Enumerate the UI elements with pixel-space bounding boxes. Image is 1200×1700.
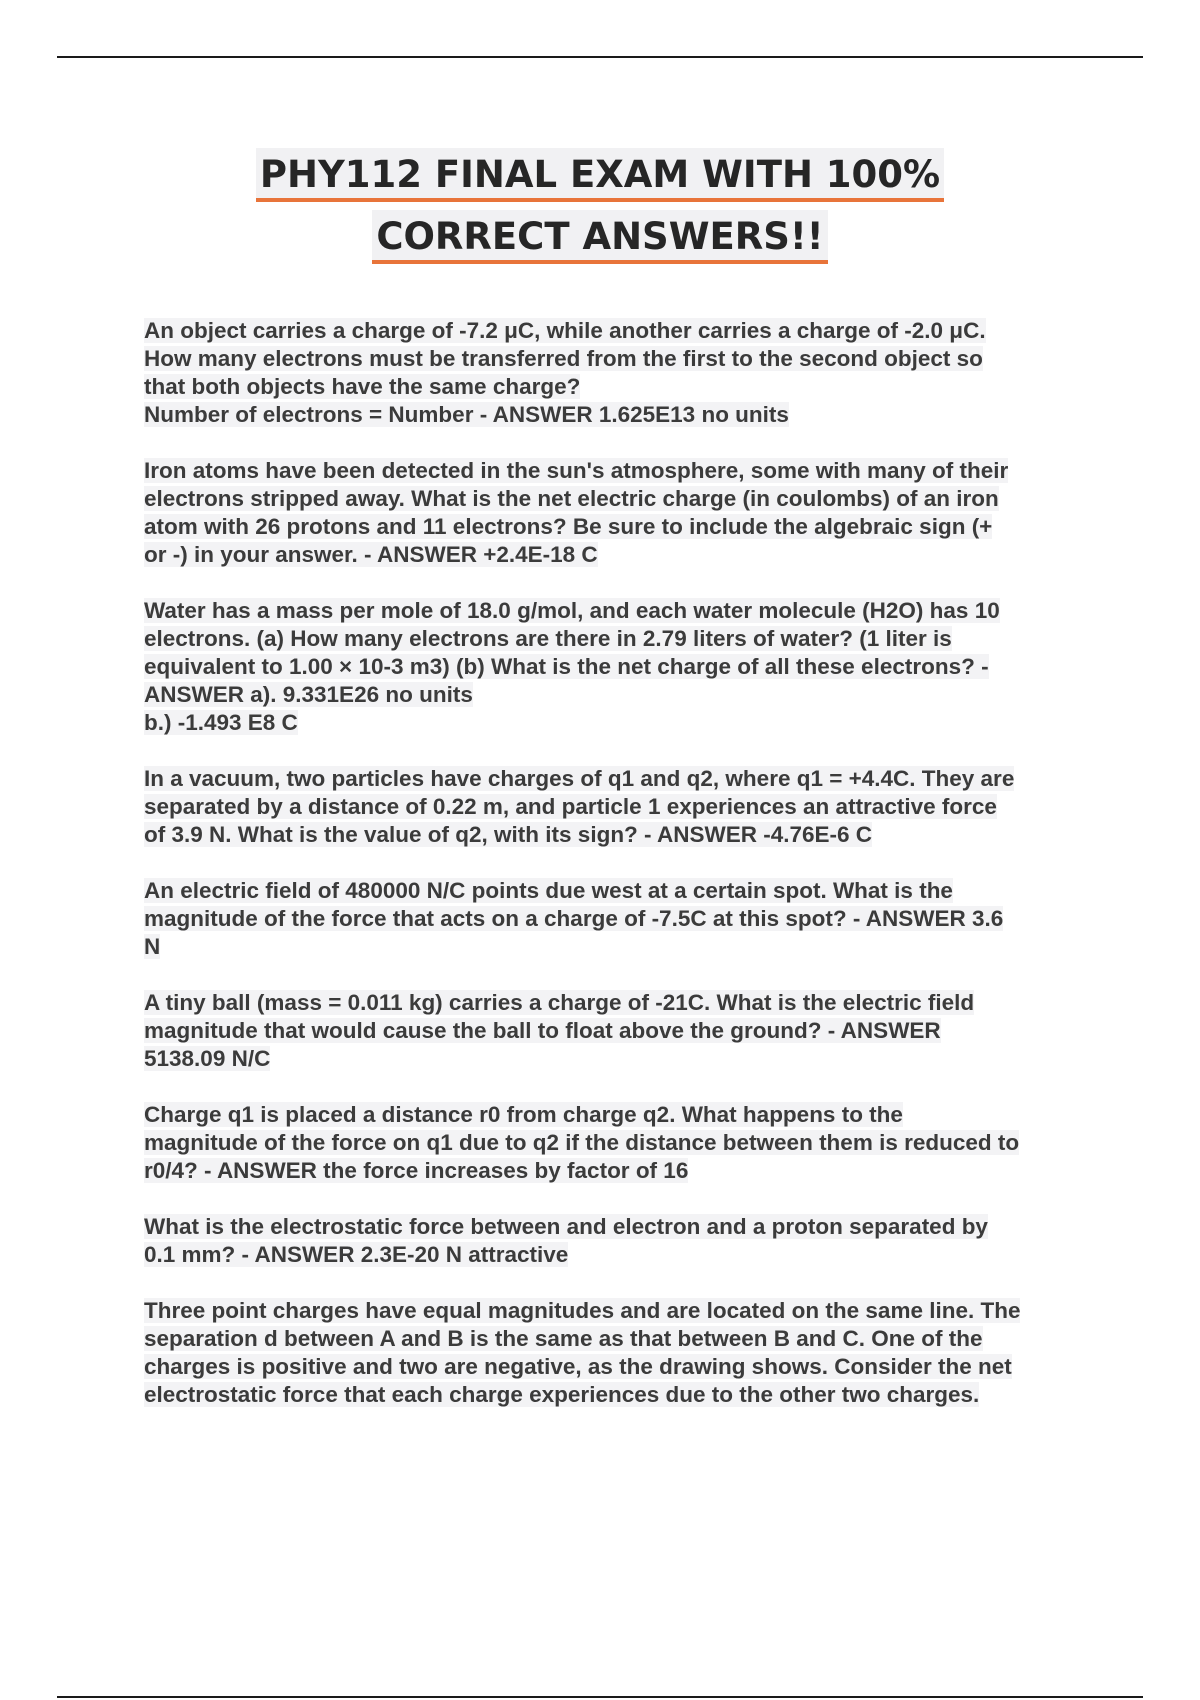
qa-item xyxy=(144,1213,1104,1269)
qa-text-line: An electric field of 480000 N/C points due west at a certain spot. What is the xyxy=(144,878,953,903)
header-rule xyxy=(57,56,1143,58)
qa-text-line: Charge q1 is placed a distance r0 from charge q2. What happens to the xyxy=(144,1102,903,1127)
qa-item xyxy=(144,1297,1104,1409)
qa-text-line: or -) in your answer. - ANSWER +2.4E-18 C xyxy=(144,542,598,567)
qa-text-line: separated by a distance of 0.22 m, and particle 1 experiences an attractive force xyxy=(144,794,997,819)
qa-text-line: magnitude that would cause the ball to float above the ground? - ANSWER xyxy=(144,1018,941,1043)
qa-text-line: magnitude of the force that acts on a charge of -7.5C at this spot? - ANSWER 3.6 xyxy=(144,906,1004,931)
qa-item xyxy=(144,765,1104,849)
qa-text-line: How many electrons must be transferred from the first to the second object so xyxy=(144,346,983,371)
qa-text-line: ANSWER a). 9.331E26 no units xyxy=(144,682,473,707)
qa-text-line: magnitude of the force on q1 due to q2 if the distance between them is reduced to xyxy=(144,1130,1020,1155)
title-line: PHY112 FINAL EXAM WITH 100% xyxy=(0,148,1200,210)
qa-text-line: b.) -1.493 E8 C xyxy=(144,710,298,735)
qa-text-line: charges is positive and two are negative, as the drawing shows. Consider the net xyxy=(144,1354,1012,1379)
qa-item xyxy=(144,1101,1104,1185)
qa-text-line: r0/4? - ANSWER the force increases by factor of 16 xyxy=(144,1158,689,1183)
qa-text-line: of 3.9 N. What is the value of q2, with its sign? - ANSWER -4.76E-6 C xyxy=(144,822,873,847)
qa-text-line: N xyxy=(144,934,161,959)
qa-text-line: 5138.09 N/C xyxy=(144,1046,271,1071)
qa-item xyxy=(144,877,1104,961)
qa-text-line: An object carries a charge of -7.2 μC, while another carries a charge of -2.0 μC. xyxy=(144,318,986,343)
qa-text-line: Number of electrons = Number - ANSWER 1.625E13 no units xyxy=(144,402,789,427)
qa-text-line: 0.1 mm? - ANSWER 2.3E-20 N attractive xyxy=(144,1242,569,1267)
qa-text-line: Iron atoms have been detected in the sun's atmosphere, some with many of their xyxy=(144,458,1009,483)
qa-text-line: that both objects have the same charge? xyxy=(144,374,581,399)
qa-item xyxy=(144,989,1104,1073)
question-answer-list xyxy=(144,317,1104,1437)
qa-text-line: electrons stripped away. What is the net electric charge (in coulombs) of an iron xyxy=(144,486,999,511)
title-line: CORRECT ANSWERS!! xyxy=(0,210,1200,272)
qa-text-line: separation d between A and B is the same as that between B and C. One of the xyxy=(144,1326,983,1351)
qa-text-line: electrostatic force that each charge experiences due to the other two charges. xyxy=(144,1382,980,1407)
qa-item xyxy=(144,457,1104,569)
document-title xyxy=(0,148,1200,272)
qa-text-line: A tiny ball (mass = 0.011 kg) carries a charge of -21C. What is the electric field xyxy=(144,990,975,1015)
qa-text-line: What is the electrostatic force between and electron and a proton separated by xyxy=(144,1214,988,1239)
qa-item xyxy=(144,597,1104,737)
qa-text-line: electrons. (a) How many electrons are there in 2.79 liters of water? (1 liter is xyxy=(144,626,952,651)
qa-text-line: In a vacuum, two particles have charges of q1 and q2, where q1 = +4.4C. They are xyxy=(144,766,1015,791)
qa-text-line: atom with 26 protons and 11 electrons? Be sure to include the algebraic sign (+ xyxy=(144,514,993,539)
qa-text-line: equivalent to 1.00 × 10-3 m3) (b) What is the net charge of all these electrons? - xyxy=(144,654,989,679)
footer-rule xyxy=(57,1696,1143,1698)
qa-text-line: Water has a mass per mole of 18.0 g/mol, and each water molecule (H2O) has 10 xyxy=(144,598,1000,623)
qa-text-line: Three point charges have equal magnitudes and are located on the same line. The xyxy=(144,1298,1021,1323)
qa-item xyxy=(144,317,1104,429)
